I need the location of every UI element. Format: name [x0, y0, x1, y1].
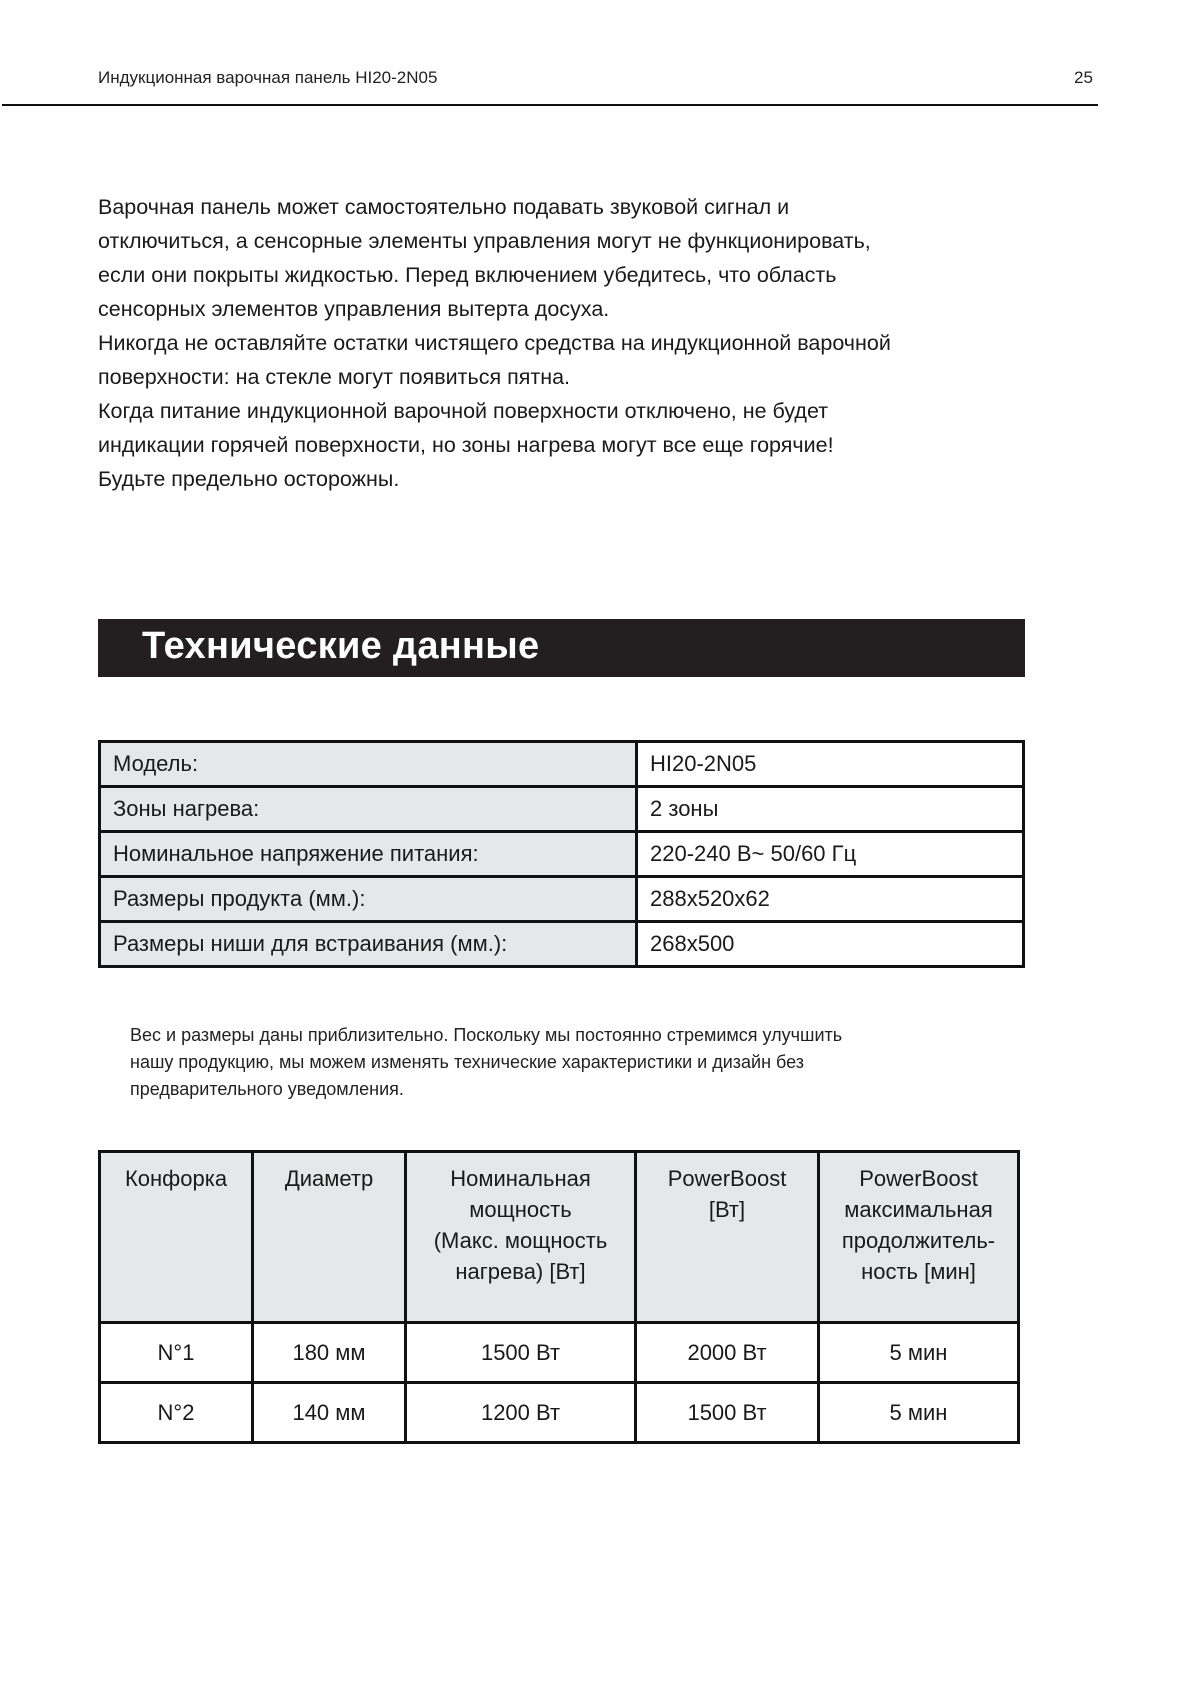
header-line: продолжитель- [841, 1228, 996, 1253]
spec-value: HI20-2N05 [637, 742, 1024, 787]
column-header [253, 1152, 406, 1323]
table-header-row [100, 1152, 1019, 1323]
paragraph-line: Варочная панель может самостоятельно подавать звуковой сигнал и [98, 195, 790, 219]
header-line: [Вт] [708, 1197, 746, 1222]
paragraph-line: индикации горячей поверхности, но зоны нагрева могут все еще горячие! [98, 433, 834, 457]
note-line: нашу продукцию, мы можем изменять технические характеристики и дизайн без [130, 1052, 805, 1072]
table-cell: 1500 Вт [636, 1383, 819, 1443]
spec-label: Номинальное напряжение питания: [100, 832, 637, 877]
specs-table [98, 740, 1025, 968]
header-line: Диаметр [284, 1166, 374, 1191]
column-header [636, 1152, 819, 1323]
table-cell: 5 мин [819, 1323, 1019, 1383]
table-cell: 140 мм [253, 1383, 406, 1443]
paragraph-line: отключиться, а сенсорные элементы управления могут не функционировать, [98, 229, 871, 253]
warning-paragraph [98, 190, 891, 496]
table-cell: N°1 [100, 1323, 253, 1383]
disclaimer-note [130, 1022, 842, 1103]
section-header [98, 619, 1025, 677]
table-cell: 5 мин [819, 1383, 1019, 1443]
paragraph-line: сенсорных элементов управления вытерта досуха. [98, 297, 610, 321]
header-line: (Макс. мощность [433, 1228, 608, 1253]
table-cell: 2000 Вт [636, 1323, 819, 1383]
column-header [406, 1152, 636, 1323]
header-line: Номинальная [450, 1166, 591, 1191]
note-line: Вес и размеры даны приблизительно. Поскольку мы постоянно стремимся улучшить [130, 1025, 843, 1045]
header-title: Индукционная варочная панель HI20-2N05 [98, 68, 438, 87]
burners-table [98, 1150, 1020, 1444]
table-row [100, 742, 1024, 787]
table-cell: 180 мм [253, 1323, 406, 1383]
spec-label: Зоны нагрева: [100, 787, 637, 832]
spec-value: 220-240 В~ 50/60 Гц [637, 832, 1024, 877]
table-row [100, 877, 1024, 922]
column-header [819, 1152, 1019, 1323]
header-line: нагрева) [Вт] [455, 1259, 586, 1284]
header-line: PowerBoost [667, 1166, 787, 1191]
table-cell: 1500 Вт [406, 1323, 636, 1383]
table-row [100, 922, 1024, 967]
header-divider [2, 104, 1098, 106]
paragraph-line: Когда питание индукционной варочной поверхности отключено, не будет [98, 399, 829, 423]
header-line: мощность [469, 1197, 572, 1222]
spec-value: 288x520x62 [637, 877, 1024, 922]
table-cell: 1200 Вт [406, 1383, 636, 1443]
paragraph-line: Никогда не оставляйте остатки чистящего средства на индукционной варочной [98, 331, 891, 355]
spec-value: 2 зоны [637, 787, 1024, 832]
table-row [100, 787, 1024, 832]
header-line: PowerBoost [859, 1166, 978, 1191]
page-number: 25 [1074, 68, 1093, 87]
spec-label: Модель: [100, 742, 637, 787]
paragraph-line: Будьте предельно осторожны. [98, 467, 400, 491]
table-row [100, 1383, 1019, 1443]
column-header [100, 1152, 253, 1323]
header-line: максимальная [844, 1197, 993, 1222]
header-line: ность [мин] [861, 1259, 976, 1284]
spec-label: Размеры продукта (мм.): [100, 877, 637, 922]
table-row [100, 832, 1024, 877]
spec-value: 268x500 [637, 922, 1024, 967]
table-row [100, 1323, 1019, 1383]
header-line: Конфорка [124, 1166, 228, 1191]
paragraph-line: если они покрыты жидкостью. Перед включением убедитесь, что область [98, 263, 837, 287]
paragraph-line: поверхности: на стекле могут появиться пятна. [98, 365, 571, 389]
spec-label: Размеры ниши для встраивания (мм.): [100, 922, 637, 967]
table-cell: N°2 [100, 1383, 253, 1443]
note-line: предварительного уведомления. [130, 1079, 404, 1099]
section-title: Технические данные [142, 625, 540, 667]
